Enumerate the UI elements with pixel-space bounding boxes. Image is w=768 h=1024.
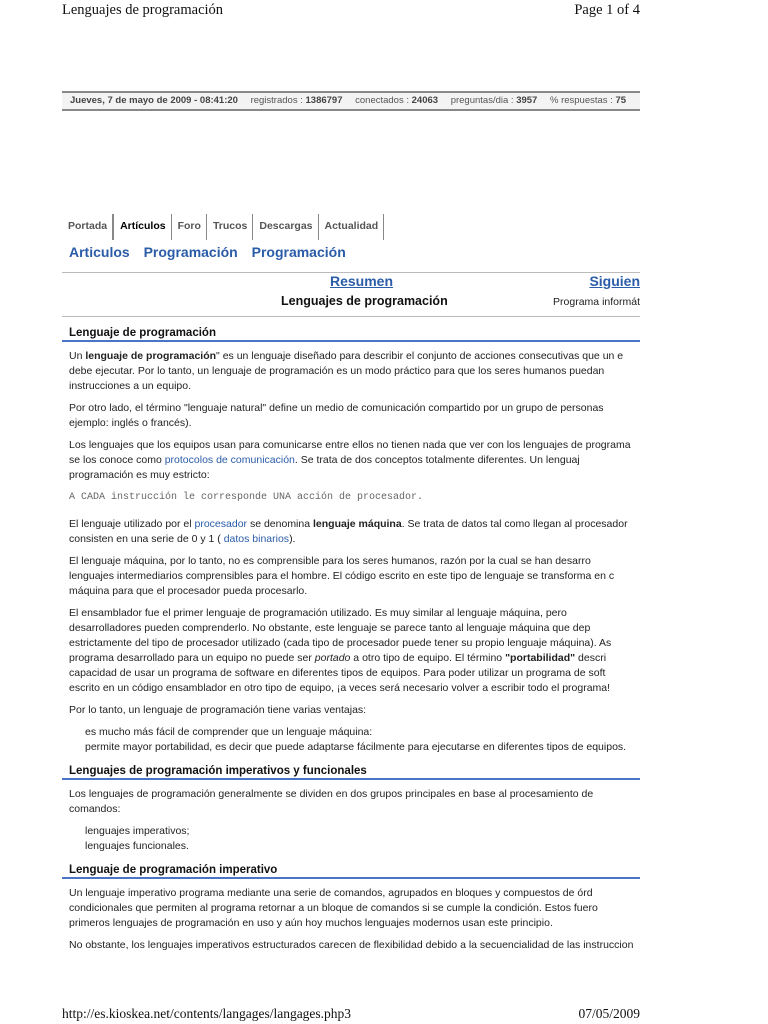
list-item: lenguajes funcionales. xyxy=(85,840,189,852)
stats-date: Jueves, 7 de mayo de 2009 - 08:41:20 xyxy=(70,95,238,106)
summary-link[interactable]: Resumen xyxy=(330,273,394,289)
procesador-link[interactable]: procesador xyxy=(194,518,248,530)
list-item: es mucho más fácil de comprender que un lenguaje máquina: xyxy=(85,726,373,738)
stats-preguntas-label: preguntas/dia : xyxy=(450,95,514,106)
tab-portada[interactable]: Portada xyxy=(62,214,113,240)
breadcrumb-item[interactable]: Programación xyxy=(251,244,346,260)
breadcrumb xyxy=(69,244,356,260)
paragraph: No obstante, los lenguajes imperativos estructurados carecen de flexibilidad debido a la secuencialidad de las instruccion xyxy=(69,939,634,951)
article-nav xyxy=(62,272,640,315)
tab-actualidad[interactable]: Actualidad xyxy=(319,214,385,240)
section-heading: Lenguaje de programación xyxy=(62,327,640,342)
list-item: lenguajes imperativos; xyxy=(85,825,190,837)
print-footer xyxy=(62,1006,640,1024)
section-heading: Lenguajes de programación imperativos y funcionales xyxy=(62,765,640,780)
next-article-title: Programa informát xyxy=(553,296,640,308)
paragraph: Los lenguajes de programación generalmente se dividen en dos grupos principales en base al procesamiento de comandos: xyxy=(69,788,594,815)
paragraph: Por lo tanto, un lenguaje de programación tiene varias ventajas: xyxy=(69,704,367,716)
stats-conectados-label: conectados : xyxy=(355,95,409,106)
tab-trucos[interactable]: Trucos xyxy=(207,214,253,240)
paragraph: El ensamblador fue el primer lenguaje de programación utilizado. Es muy similar al lenguaje máquina, pero desarrolladores pueden comprenderlo. No obstante, este lenguaje se parece tanto al lenguaje máquina que dep estrictamente del tipo de procesador utilizado (cada tipo de procesador puede tener su propio lenguaje máquina). As programa desarrollado para un equipo no puede ser portado a otro tipo de equipo. El término "portabilidad" descri capacidad de usar un programa de software en diferentes tipos de equipos. Para poder utilizar un programa de soft escrito en un código ensamblador en otro tipo de equipo, ¡a veces será necesario volver a escribir todo el programa! xyxy=(69,607,612,694)
article-content xyxy=(62,316,640,960)
paragraph: El lenguaje utilizado por el procesador se denomina lenguaje máquina. Se trata de datos tal como llegan al procesador consisten en una serie de 0 y 1 ( datos binarios). xyxy=(69,518,628,545)
print-footer-url: http://es.kioskea.net/contents/langages/langages.php3 xyxy=(62,1006,352,1021)
site-stats-bar xyxy=(62,91,640,111)
stats-respuestas-label: % respuestas : xyxy=(549,95,613,106)
paragraph: El lenguaje máquina, por lo tanto, no es comprensible para los seres humanos, razón por la cual se han desarro lenguajes intermediarios comprensibles para el hombre. El código escrito en este tipo de lenguaje se transforma en c máquina para que el procesador pueda procesarlo. xyxy=(69,555,615,597)
print-header-title: Lenguajes de programación xyxy=(62,2,224,18)
protocolos-link[interactable]: protocolos de comunicación xyxy=(164,454,295,466)
print-header xyxy=(62,0,640,24)
tab-foro[interactable]: Foro xyxy=(172,214,207,240)
stats-registrados-label: registrados : xyxy=(250,95,303,106)
list-item: permite mayor portabilidad, es decir que puede adaptarse fácilmente para ejecutarse en diferentes tipos de equipos. xyxy=(85,741,627,753)
stats-conectados: 24063 xyxy=(411,95,439,106)
datos-binarios-link[interactable]: datos binarios xyxy=(223,533,290,545)
paragraph: Un lenguaje imperativo programa mediante una serie de comandos, agrupados en bloques y compuestos de órd condicionales que permiten al programa retornar a un bloque de comandos si se cumple la condición. Estos fuero primeros lenguajes de programación en uso y aún hoy muchos lenguajes modernos usan este principio. xyxy=(69,887,598,929)
stats-registrados: 1386797 xyxy=(305,95,343,106)
breadcrumb-item[interactable]: Articulos xyxy=(69,244,130,260)
stats-respuestas: 75 xyxy=(615,95,627,106)
code-block: A CADA instrucción le corresponde UNA acción de procesador. xyxy=(69,492,424,503)
paragraph: Por otro lado, el término "lenguaje natural" define un medio de comunicación compartido por un grupo de personas ejemplo: inglés o francés). xyxy=(69,402,604,429)
language-types-list xyxy=(69,824,640,854)
advantages-list xyxy=(69,725,640,755)
print-header-page: Page 1 of 4 xyxy=(574,2,640,18)
tab-articulos[interactable]: Artículos xyxy=(113,214,172,240)
article-title: Lenguajes de programación xyxy=(281,294,448,308)
section-heading: Lenguaje de programación imperativo xyxy=(62,864,640,879)
tab-descargas[interactable]: Descargas xyxy=(253,214,318,240)
site-tabs xyxy=(62,214,384,240)
next-link[interactable]: Siguien xyxy=(589,273,640,289)
stats-preguntas: 3957 xyxy=(516,95,538,106)
paragraph: Los lenguajes que los equipos usan para comunicarse entre ellos no tienen nada que ver con los lenguajes de programa se los conoce como protocolos de comunicación. Se trata de dos conceptos totalmente diferentes. Un lenguaj programación es muy estricto: xyxy=(69,439,631,481)
breadcrumb-item[interactable]: Programación xyxy=(143,244,238,260)
print-footer-date: 07/05/2009 xyxy=(578,1006,640,1021)
paragraph: Un lenguaje de programación" es un lenguaje diseñado para describir el conjunto de acciones consecutivas que un e debe ejecutar. Por lo tanto, un lenguaje de programación es un modo práctico para que los seres humanos puedan instrucciones a un equipo. xyxy=(69,350,624,392)
